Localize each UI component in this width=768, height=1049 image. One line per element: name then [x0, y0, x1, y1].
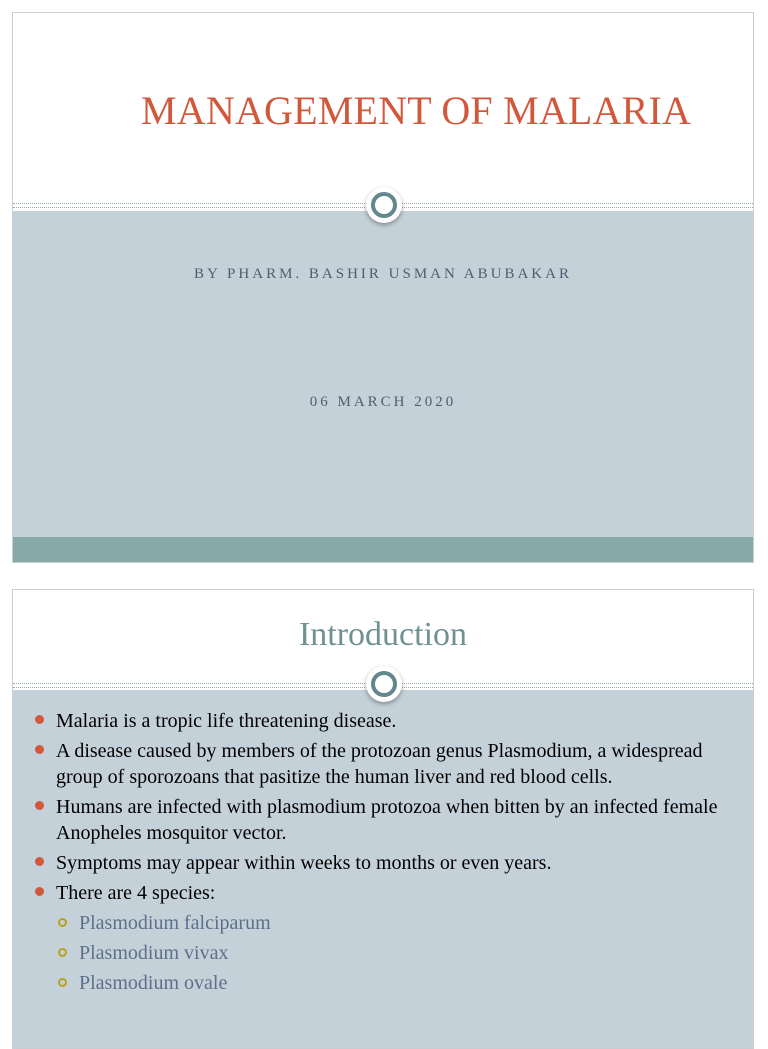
title-area — [13, 13, 753, 203]
species-name: Plasmodium vivax — [79, 942, 229, 964]
subtitle-band — [13, 211, 753, 537]
presentation-date: 06 MARCH 2020 — [309, 394, 457, 410]
species-name: Plasmodium ovale — [79, 972, 228, 994]
bullet-text: A disease caused by members of the protozoan genus Plasmodium, a widespread group of sporozoans that pasitize the human liver and red blood cells. — [56, 740, 703, 788]
slide-title: MANAGEMENT OF MALARIA — [141, 88, 692, 133]
bullet-text: There are 4 species: — [56, 882, 216, 904]
bullet-list — [13, 708, 753, 1000]
slide-title: Introduction — [298, 616, 468, 653]
introduction-slide — [12, 589, 754, 1049]
list-item — [13, 880, 753, 906]
circle-divider-icon — [366, 666, 402, 702]
bullet-text: Malaria is a tropic life threatening disease. — [56, 710, 397, 732]
bullet-icon — [35, 887, 44, 896]
title-slide — [12, 12, 754, 563]
bullet-icon — [35, 857, 44, 866]
list-item — [13, 738, 753, 790]
sub-list-item — [13, 970, 753, 996]
bullet-icon — [35, 745, 44, 754]
sub-bullet-icon — [58, 948, 67, 957]
circle-divider-icon — [366, 187, 402, 223]
bullet-text: Humans are infected with plasmodium protozoa when bitten by an infected female Anopheles mosquitor vector. — [56, 796, 718, 844]
list-item — [13, 708, 753, 734]
author-byline: BY PHARM. BASHIR USMAN ABUBAKAR — [194, 266, 572, 282]
footer-band — [13, 537, 753, 563]
species-name: Plasmodium falciparum — [79, 912, 271, 934]
sub-list-item — [13, 940, 753, 966]
list-item — [13, 850, 753, 876]
sub-bullet-icon — [58, 918, 67, 927]
sub-list-item — [13, 910, 753, 936]
bullet-icon — [35, 801, 44, 810]
bullet-text: Symptoms may appear within weeks to months or even years. — [56, 852, 552, 874]
list-item — [13, 794, 753, 846]
bullet-icon — [35, 715, 44, 724]
sub-bullet-icon — [58, 978, 67, 987]
